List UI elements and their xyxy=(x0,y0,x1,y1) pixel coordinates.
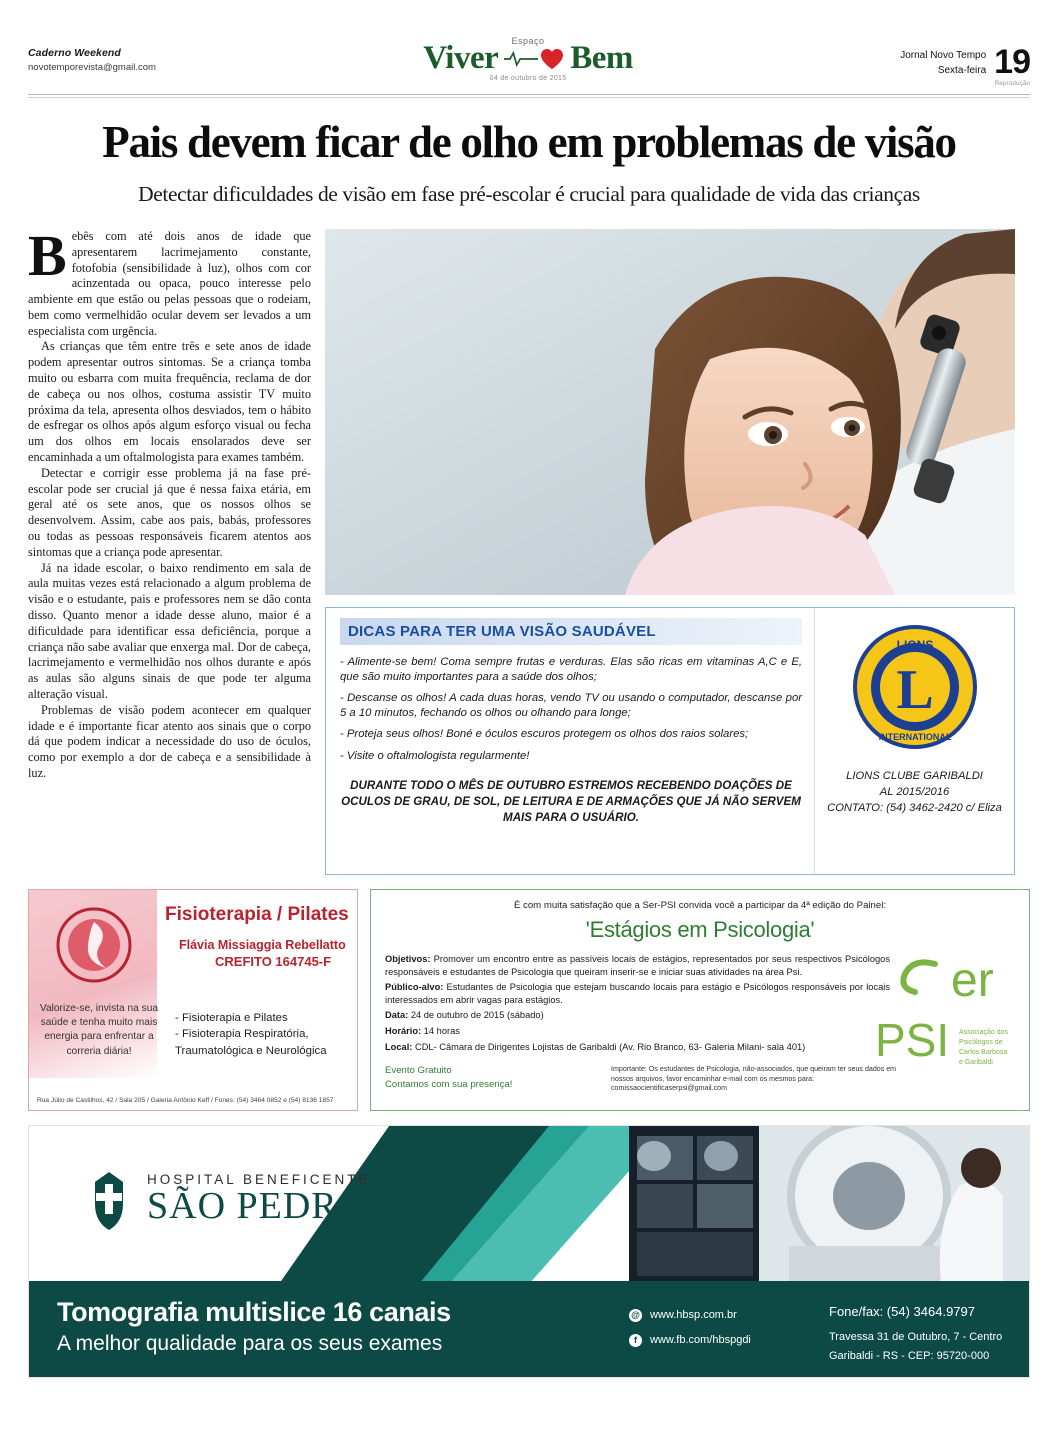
field-label: Objetivos: xyxy=(385,953,431,964)
svg-text:Associação dos: Associação dos xyxy=(959,1028,1009,1036)
article-paragraph: Já na idade escolar, o baixo rendimento em sala de aula muitas vezes está relacionado a algum problema de visão e o estudante, pais e professores nem se dão conta disso. Quanto menor a idade desse aluno, maior é a dificuldade para identificar essa deficiência, porque a criança não sabe avaliar que enxerga mal. Dor de cabeça, lacrimejamento e vermelhidão nos olhos durante e após as aulas são alguns sinais de que pode ter alguma alteração visual. xyxy=(28,560,311,702)
masthead-divider xyxy=(28,94,1030,95)
brand-logo xyxy=(423,36,633,82)
list-item: - Alimente-se bem! Coma sempre frutas e verduras. Elas são ricas em vitaminas A,C e E, que são muito importantes para a saúde dos olhos; xyxy=(340,655,802,684)
ad-hospital-top xyxy=(29,1126,1029,1281)
ad-psi-field xyxy=(385,1041,890,1054)
tips-list xyxy=(340,655,802,764)
hospital-website-text: www.hbsp.com.br xyxy=(650,1308,737,1321)
hospital-cross-icon xyxy=(81,1170,137,1232)
masthead xyxy=(28,0,1030,87)
svg-text:Psicólogos de: Psicólogos de xyxy=(959,1038,1003,1046)
facebook-icon: f xyxy=(629,1334,642,1347)
lions-club-name: LIONS CLUBE GARIBALDI xyxy=(846,769,983,782)
article-paragraph: Bebês com até dois anos de idade que apresentarem lacrimejamento constante, fotofobia (sensibilidade à luz), olhos com cor acinzentada ou opaca, pouco interesse pelo ambiente em que estão ou pelas pessoas que o rodeiam, bem como vermelhidão ocular devem ser levados a um especialista com urgência. xyxy=(28,222,311,338)
ad-fisio-professional: Flávia Missiaggia Rebellatto xyxy=(179,937,346,952)
masthead-left xyxy=(28,46,156,75)
photo-illustration xyxy=(325,229,1015,595)
paper-name: Jornal Novo Tempo xyxy=(900,50,987,61)
field-value: Estudantes de Psicologia que estejam buscando locais para estágio e Psicólogos responsáveis por locais interessados em abrir vagas para estágios. xyxy=(385,982,890,1005)
page-number: 19 xyxy=(994,43,1030,81)
pilates-logo-icon xyxy=(53,904,135,986)
ad-psi-field xyxy=(385,953,890,978)
ads-row xyxy=(28,889,1030,1111)
ad-hospital-bottom xyxy=(29,1281,1029,1377)
list-item: - Descanse os olhos! A cada duas horas, vendo TV ou usando o computador, descanse por 5 a 10 minutos, fechando os olhos ou olhando para longe; xyxy=(340,692,802,720)
page-subtitle: Detectar dificuldades de visão em fase pré-escolar é crucial para qualidade de vida das crianças xyxy=(138,182,920,207)
ad-fisioterapia[interactable] xyxy=(28,889,358,1111)
contact-email: novotemporevista@gmail.com xyxy=(28,62,156,74)
svg-text:e Garibaldi: e Garibaldi xyxy=(959,1058,993,1066)
masthead-right xyxy=(900,43,1030,88)
hospital-address-2: Garibaldi - RS - CEP: 95720-000 xyxy=(829,1349,990,1362)
list-item: - Proteja seus olhos! Boné e óculos escuros protegem os olhos dos raios solares; xyxy=(340,728,749,741)
ad-psi-intro: É com muita satisfação que a Ser-PSI convida você a participar da 4ª edição do Painel: xyxy=(513,899,887,911)
globe-icon: @ xyxy=(629,1309,642,1322)
ad-psi-free xyxy=(385,1064,512,1092)
hospital-kicker: HOSPITAL BENEFICENTE xyxy=(147,1171,371,1187)
ad-hospital-sao-pedro[interactable] xyxy=(28,1125,1030,1378)
content-area xyxy=(28,222,1030,875)
lions-al: AL 2015/2016 xyxy=(879,785,950,798)
list-item: - Fisioterapia e Pilates xyxy=(175,1011,288,1024)
field-label: Horário: xyxy=(385,1026,422,1037)
hospital-slogan-line2: A melhor qualidade para os seus exames xyxy=(57,1331,443,1355)
lions-contact: CONTATO: (54) 3462-2420 c/ Eliza xyxy=(827,801,1002,814)
ad-fisio-crefito: CREFITO 164745-F xyxy=(215,953,332,969)
hospital-address-1: Travessa 31 de Outubro, 7 - Centro xyxy=(829,1330,1003,1343)
tips-promo-text: DURANTE TODO O MÊS DE OUTUBRO ESTREMOS RECEBENDO DOAÇÕES DE OCULOS DE GRAU, DE SOL, DE LEITURA E DE ARMAÇÕES QUE JÁ NÃO SERVEM MAIS PARA O USUÁRIO. xyxy=(341,778,801,825)
ad-fisio-slogan: Valorize-se, invista na sua saúde e tenha muito mais energia para enfrentar a correria diária! xyxy=(39,1002,159,1057)
hospital-website[interactable] xyxy=(629,1303,751,1328)
drop-cap: B xyxy=(28,222,67,288)
ad-psi-field xyxy=(385,1009,890,1022)
brand-date: 04 de outubro de 2015 xyxy=(489,75,567,82)
hospital-logo xyxy=(147,1172,371,1227)
hospital-phone: Fone/fax: (54) 3464.9797 xyxy=(829,1303,975,1319)
brand-word-viver: Viver xyxy=(423,40,499,76)
brand-word-bem: Bem xyxy=(570,40,633,76)
ad-psi-note: Importante: Os estudantes de Psicologia, não-associados, que queiram ter seus dados em nossos arquivos, favor encaminhar e-mail com os mesmos para: comissaocientificaserpsi@gmail.com xyxy=(611,1065,897,1093)
article-photo xyxy=(325,229,1015,595)
ad-psi-free-line1: Evento Gratuito xyxy=(385,1065,452,1077)
ad-psi-field xyxy=(385,1025,890,1038)
hospital-slogan xyxy=(57,1297,451,1356)
hospital-slogan-line1: Tomografia multislice 16 canais xyxy=(57,1296,451,1327)
brand-kicker: Espaço xyxy=(511,36,545,46)
hospital-name: SÃO PEDRO xyxy=(147,1184,367,1227)
lions-panel xyxy=(814,608,1014,874)
field-label: Data: xyxy=(385,1010,409,1021)
field-value: 24 de outubro de 2015 (sábado) xyxy=(408,1010,544,1021)
right-column xyxy=(325,229,1015,875)
ad-psi-field xyxy=(385,981,890,1006)
list-item: Traumatológica e Neurológica xyxy=(175,1044,327,1057)
svg-text:INTERNATIONAL: INTERNATIONAL xyxy=(878,731,951,742)
field-label: Público-alvo: xyxy=(385,982,444,993)
heart-ecg-icon xyxy=(504,48,564,70)
ad-fisio-title: Fisioterapia / Pilates xyxy=(165,903,349,925)
article-paragraph: Detectar e corrigir esse problema já na fase pré-escolar pode ser crucial já que é nessa faixa etária, em geral até os sete anos, que os nossos olhos se desenvolvem. Assim, cabe aos pais, babás, professores ou todas as pessoas responsáveis ficarem atentos aos sintomas que a criança pode apresentar. xyxy=(28,465,311,559)
field-value: CDL- Câmara de Dirigentes Lojistas de Garibaldi (Av. Rio Branco, 63- Galeria Milani- sala 401) xyxy=(412,1041,806,1052)
field-value: 14 horas xyxy=(421,1026,460,1037)
ad-psi-title: 'Estágios em Psicologia' xyxy=(585,916,815,942)
svg-text:LIONS: LIONS xyxy=(896,637,933,652)
tips-title: DICAS PARA TER UMA VISÃO SAUDÁVEL xyxy=(340,618,802,645)
list-item: - Visite o oftalmologista regularmente! xyxy=(340,749,530,762)
ad-serpsi[interactable] xyxy=(370,889,1030,1111)
hospital-facebook[interactable] xyxy=(629,1328,751,1353)
ad-fisio-services xyxy=(175,1010,327,1060)
photo-credit: Reprodução xyxy=(994,80,1030,88)
svg-text:L: L xyxy=(895,658,934,721)
svg-text:PSI: PSI xyxy=(875,1013,950,1066)
article-paragraph: As crianças que têm entre três e sete anos de idade podem apresentar outros sintomas. Se a criança tomba muito ou esbarra com muita frequência, reclama de dor de cabeça ou nos olhos, costuma assistir TV muito próxima da tela, apresenta olhos desviados, tem o hábito de esfregar os olhos após algum esforço visual ou fecha um dos olhos em locais ensolarados deve ser encaminhada a um oftalmologista para exames também. xyxy=(28,339,311,465)
list-item: - Fisioterapia Respiratória, xyxy=(175,1028,309,1041)
svg-text:er: er xyxy=(951,953,994,1007)
tips-box xyxy=(325,607,1015,875)
ad-psi-details xyxy=(385,953,890,1053)
article-body xyxy=(28,222,311,875)
section-name: Caderno Weekend xyxy=(28,47,121,59)
hospital-web-links xyxy=(629,1303,751,1354)
svg-text:Carlos Barbosa: Carlos Barbosa xyxy=(959,1048,1008,1056)
hospital-facebook-text: www.fb.com/hbspgdi xyxy=(650,1334,751,1347)
serpsi-logo-icon xyxy=(873,938,1023,1088)
lions-club-logo-icon xyxy=(852,624,978,750)
ad-psi-free-line2: Contamos com sua presença! xyxy=(385,1079,513,1090)
field-value: Promover um encontro entre as passíveis locais de estágios, representados por seus respectivos Psicólogos responsáveis e estudantes de Psicologia que queiram inserir-se e iniciar suas atividades na área Psi. xyxy=(385,953,890,977)
article-paragraph: Problemas de visão podem acontecer em qualquer idade e é importante ficar atento aos sinais que o corpo dá que podem indicar a necessidade do uso de óculos, como por exemplo a dor de cabeça e a sensibilidade à luz. xyxy=(28,702,311,780)
masthead-divider-2 xyxy=(28,97,1030,98)
field-label: Local: xyxy=(385,1041,413,1052)
hospital-contact xyxy=(829,1301,1002,1366)
page-title: Pais devem ficar de olho em problemas de visão xyxy=(102,117,956,168)
paper-weekday: Sexta-feira xyxy=(937,65,987,76)
tips-main xyxy=(326,608,814,874)
ad-fisio-address: Rua Júlio de Castilhos, 42 / Sala 205 / Galeria Antônio Keff / Fones: (54) 3464 0852 e (54) 8136 1857 xyxy=(37,1096,334,1104)
